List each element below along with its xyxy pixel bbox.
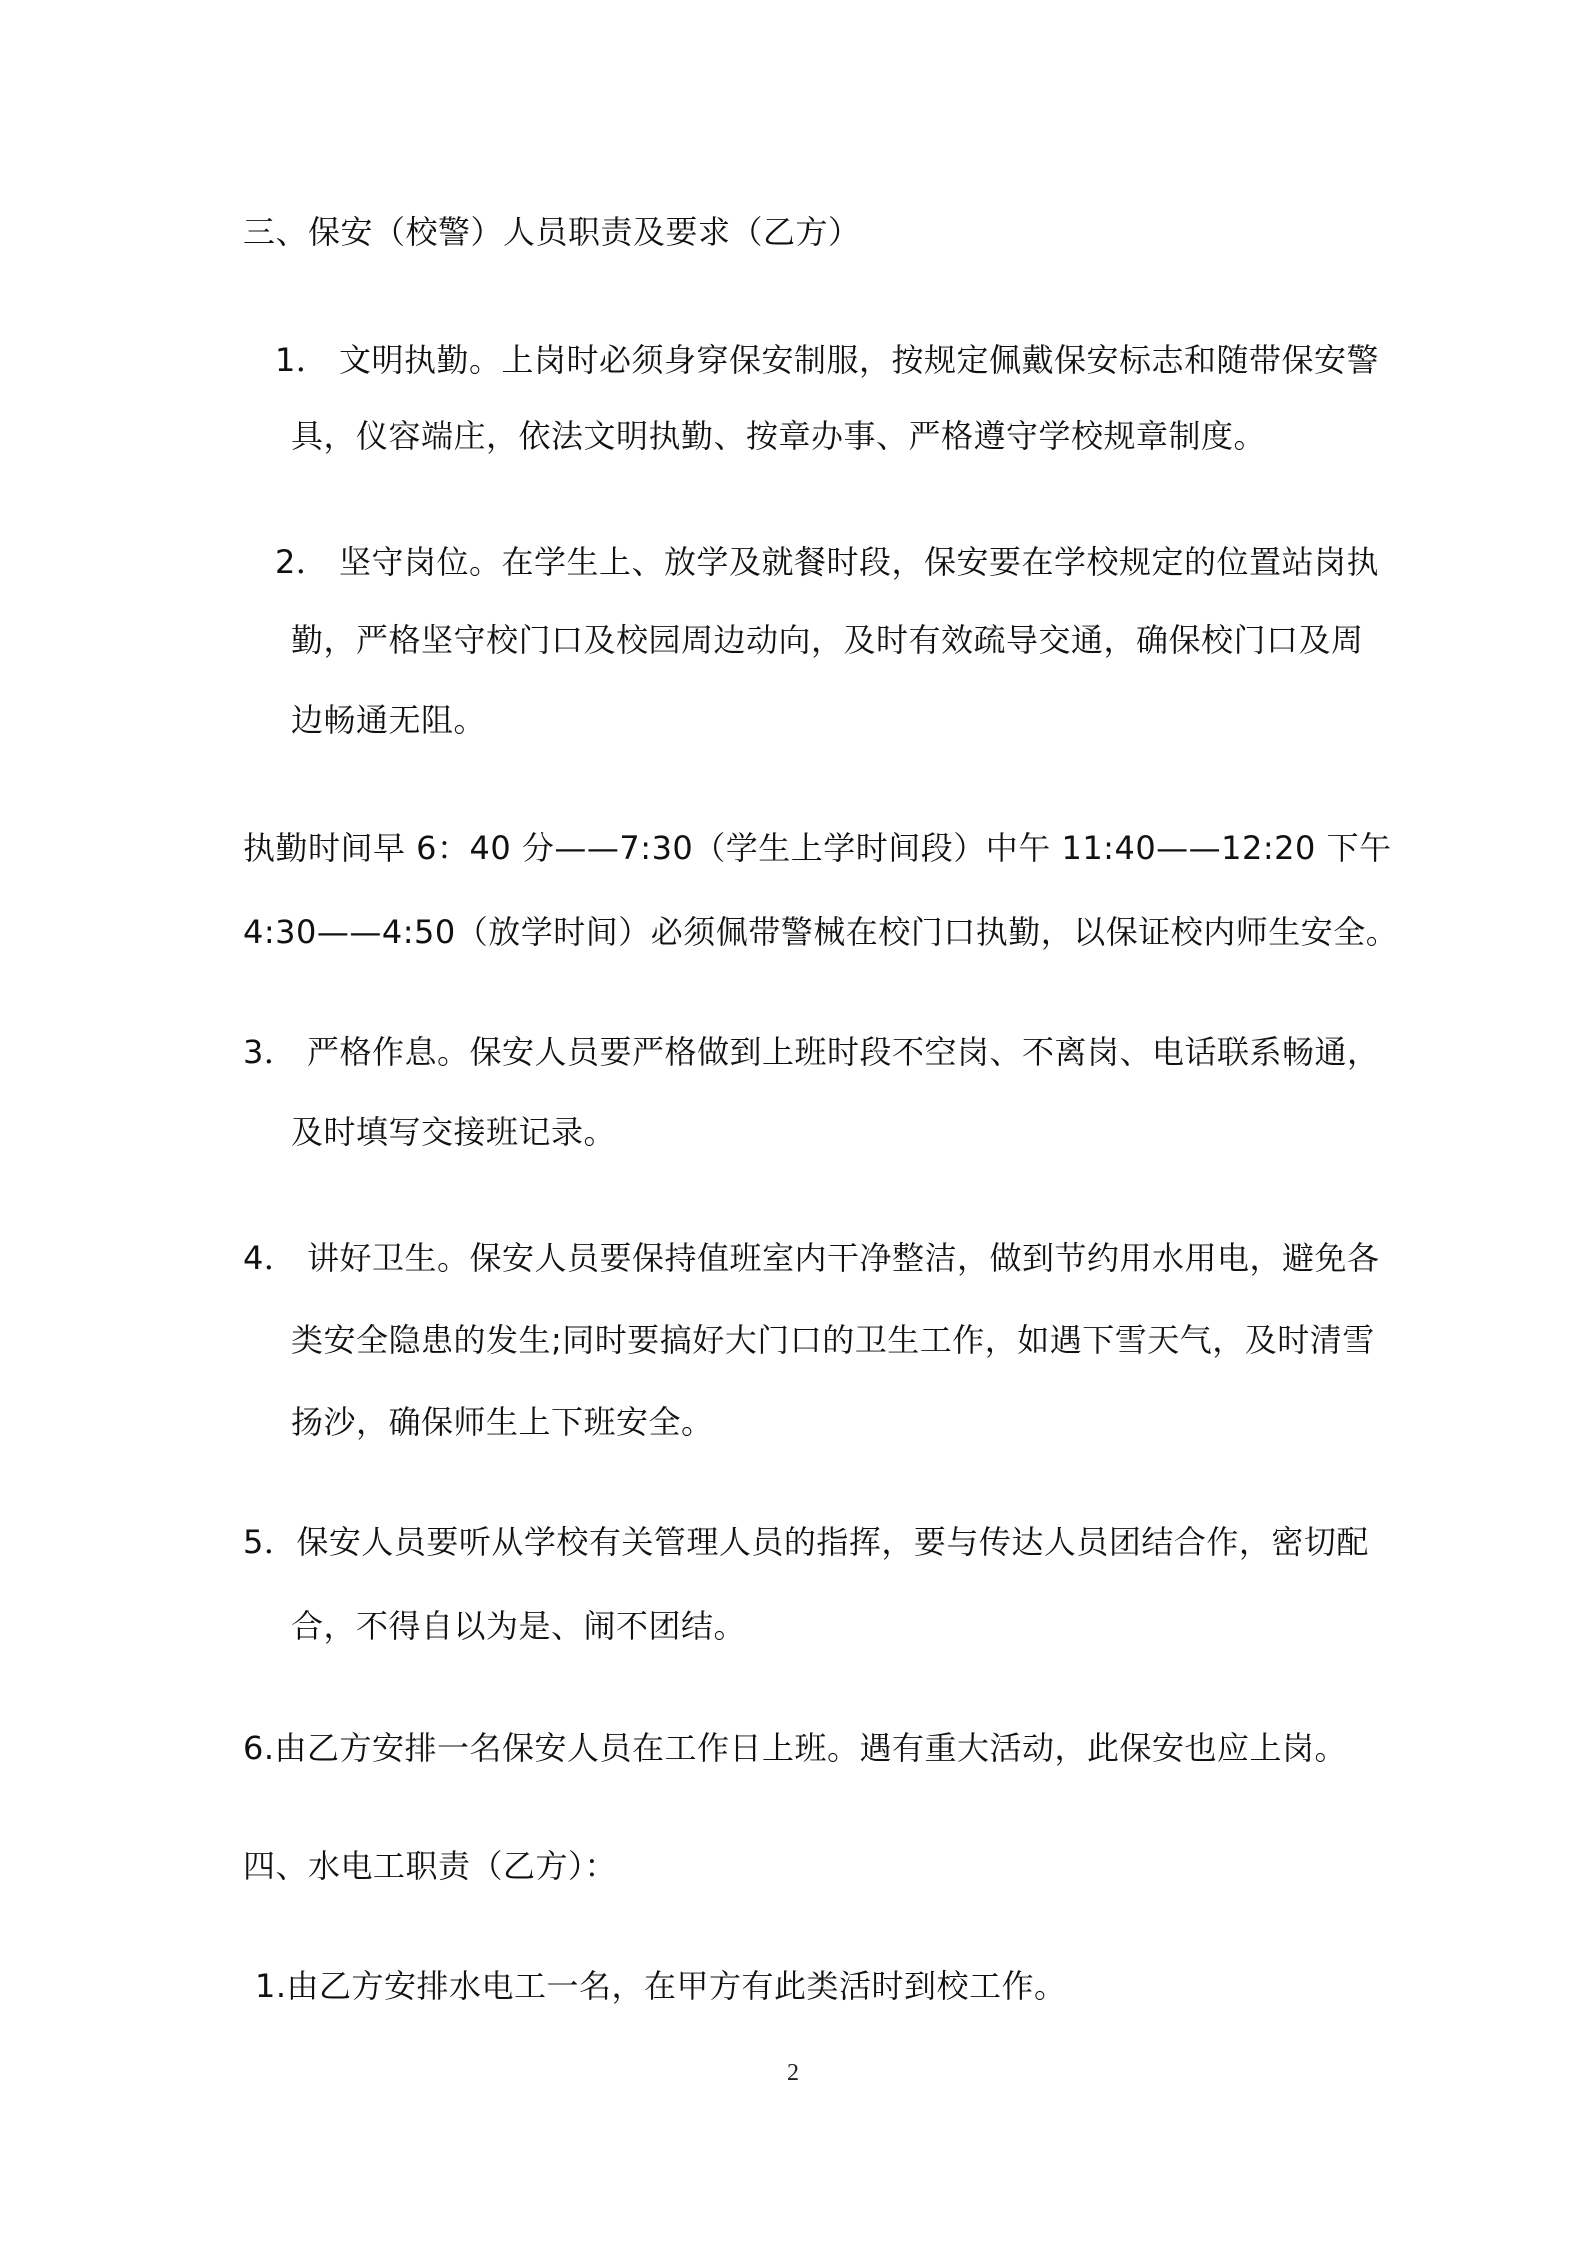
item-4-line-1: 4． 讲好卫生。保安人员要保持值班室内干净整洁，做到节约用水用电，避免各	[243, 1239, 1380, 1277]
item-2-line-3: 边畅通无阻。	[291, 701, 487, 739]
item-4-line-2: 类安全隐患的发生;同时要搞好大门口的卫生工作，如遇下雪天气，及时清雪	[291, 1321, 1375, 1359]
item-6: 6.由乙方安排一名保安人员在工作日上班。遇有重大活动，此保安也应上岗。	[243, 1729, 1348, 1767]
section-heading-security-duties: 三、保安（校警）人员职责及要求（乙方）	[243, 213, 861, 251]
item-3-line-1: 3． 严格作息。保安人员要严格做到上班时段不空岗、不离岗、电话联系畅通，	[243, 1033, 1380, 1071]
item-2-line-1: 2． 坚守岗位。在学生上、放学及就餐时段，保安要在学校规定的位置站岗执	[275, 543, 1380, 581]
duty-hours-line-2: 4:30——4:50（放学时间）必须佩带警械在校门口执勤，以保证校内师生安全。	[243, 913, 1399, 951]
item-2-line-2: 勤，严格坚守校门口及校园周边动向，及时有效疏导交通，确保校门口及周	[291, 621, 1364, 659]
item-5-line-1: 5．保安人员要听从学校有关管理人员的指挥，要与传达人员团结合作，密切配	[243, 1523, 1369, 1561]
duty-hours-line-1: 执勤时间早 6：40 分——7:30（学生上学时间段）中午 11:40——12:20 下午	[243, 829, 1392, 867]
electrician-item-1: 1.由乙方安排水电工一名，在甲方有此类活时到校工作。	[255, 1967, 1067, 2005]
item-1-line-1: 1． 文明执勤。上岗时必须身穿保安制服，按规定佩戴保安标志和随带保安警	[275, 341, 1380, 379]
item-5-line-2: 合，不得自以为是、闹不团结。	[291, 1607, 747, 1645]
item-3-line-2: 及时填写交接班记录。	[291, 1113, 617, 1151]
item-4-line-3: 扬沙，确保师生上下班安全。	[291, 1403, 714, 1441]
page-number: 2	[787, 2060, 799, 2086]
section-heading-electrician-duties: 四、水电工职责（乙方）：	[243, 1847, 618, 1885]
item-1-line-2: 具，仪容端庄，依法文明执勤、按章办事、严格遵守学校规章制度。	[291, 417, 1267, 455]
